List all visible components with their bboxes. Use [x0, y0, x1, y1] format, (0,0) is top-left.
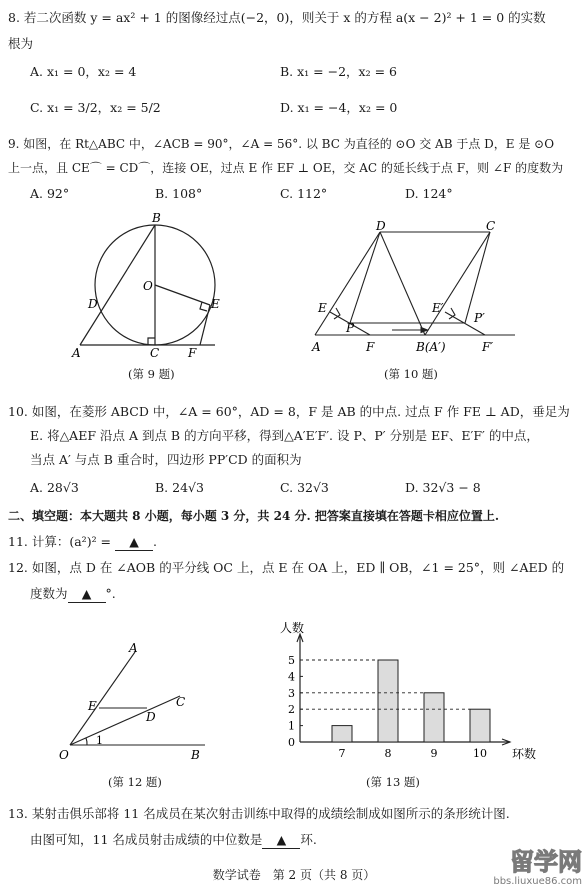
- label-f: F: [188, 346, 197, 360]
- q10-option-b: B. 24√3: [155, 480, 204, 495]
- q13-blank: ▲: [262, 832, 300, 849]
- label-e: E: [211, 297, 220, 311]
- label-e: E: [318, 301, 327, 315]
- bar-10: [470, 709, 490, 742]
- section-heading: 二、填空题：本大题共 8 小题，每小题 3 分，共 24 分. 把答案直接填在答题卡相应位置上.: [8, 509, 500, 523]
- label-d: D: [376, 219, 386, 233]
- x-tick-label: 9: [430, 747, 438, 760]
- q10-option-d: D. 32√3 − 8: [405, 480, 481, 495]
- q8-stem-line1: 8. 若二次函数 y = ax² + 1 的图像经过点(−2，0)，则关于 x 的方程 a(x − 2)² + 1 = 0 的实数: [8, 10, 546, 25]
- page-footer: 数学试卷 第 2 页（共 8 页）: [212, 868, 376, 882]
- q12-stem-line2: [30, 586, 116, 603]
- x-axis-label: 环数: [512, 747, 537, 761]
- q9-option-a: A. 92°: [30, 186, 70, 201]
- label-o: O: [59, 748, 69, 762]
- label-f: F: [366, 340, 375, 354]
- q10-option-c: C. 32√3: [280, 480, 329, 495]
- label-c: C: [176, 695, 186, 709]
- label-d: D: [88, 297, 98, 311]
- label-o: O: [143, 279, 153, 293]
- figure-13-chart: [270, 610, 537, 770]
- label-angle-1: 1: [96, 734, 103, 747]
- y-tick-label: 5: [288, 654, 295, 667]
- q12-suffix: °.: [105, 586, 116, 601]
- label-e-prime: E′: [432, 301, 444, 315]
- q8-option-a: A. x₁ = 0，x₂ = 4: [30, 64, 137, 79]
- q13-suffix: 环.: [300, 832, 317, 847]
- q11-prefix: 11. 计算：(a²)² =: [8, 534, 116, 549]
- x-tick-label: 8: [384, 747, 392, 760]
- label-b-a-prime: B(A′): [416, 340, 446, 354]
- q10-stem-line3: 当点 A′ 与点 B 重合时，四边形 PP′CD 的面积为: [30, 452, 302, 467]
- q8-option-c: C. x₁ = 3/2，x₂ = 5/2: [30, 100, 161, 115]
- label-a: A: [129, 641, 138, 655]
- label-b: B: [152, 211, 161, 225]
- q12-prefix: 度数为: [30, 586, 68, 601]
- q9-option-d: D. 124°: [405, 186, 453, 201]
- label-b: B: [191, 748, 200, 762]
- label-d: D: [146, 710, 156, 724]
- figure-10-caption: (第 10 题): [384, 367, 438, 381]
- label-p: P: [346, 321, 355, 335]
- watermark-title: 留学网: [510, 848, 582, 876]
- q13-stem-line1: 13. 某射击俱乐部将 11 名成员在某次射击训练中取得的成绩绘制成如图所示的条形统计图.: [8, 806, 510, 821]
- bar-7: [332, 726, 352, 742]
- q10-stem-line2: E. 将△AEF 沿点 A 到点 B 的方向平移，得到△A′E′F′. 设 P、P′ 分别是 EF、E′F′ 的中点，: [30, 428, 539, 443]
- q10-stem-line1: 10. 如图，在菱形 ABCD 中，∠A = 60°，AD = 8，F 是 AB 的中点. 过点 F 作 FE ⊥ AD，垂足为: [8, 404, 570, 419]
- figure-12: [55, 640, 215, 765]
- watermark-url: bbs.liuxue86.com: [493, 876, 582, 887]
- bar-9: [424, 693, 444, 742]
- x-tick-label: 10: [473, 747, 487, 760]
- label-c: C: [150, 346, 160, 360]
- x-tick-label: 7: [338, 747, 346, 760]
- label-p-prime: P′: [474, 311, 485, 325]
- figure-12-caption: (第 12 题): [108, 775, 162, 789]
- bar-8: [378, 660, 398, 742]
- q8-option-d: D. x₁ = −4，x₂ = 0: [280, 100, 398, 115]
- y-tick-label: 4: [288, 670, 295, 684]
- y-tick-label: 0: [288, 736, 295, 749]
- q13-stem-line2: [30, 832, 317, 849]
- q11: [8, 534, 157, 551]
- q12-blank: ▲: [68, 586, 106, 603]
- label-f-prime: F′: [482, 340, 494, 354]
- y-axis-label: 人数: [280, 621, 305, 635]
- label-a: A: [312, 340, 321, 354]
- label-a: A: [72, 346, 81, 360]
- y-tick-label: 3: [288, 686, 295, 700]
- q8-stem-line2: 根为: [8, 36, 34, 51]
- figure-13-caption: (第 13 题): [366, 775, 420, 789]
- watermark-logo: [452, 848, 582, 892]
- label-e: E: [88, 699, 97, 713]
- q11-blank: ▲: [115, 534, 153, 551]
- figure-9-caption: (第 9 题): [128, 367, 175, 381]
- q10-option-a: A. 28√3: [30, 480, 79, 495]
- y-tick-label: 2: [288, 703, 295, 717]
- q12-stem-line1: 12. 如图，点 D 在 ∠AOB 的平分线 OC 上，点 E 在 OA 上，ED ∥ OB，∠1 = 25°，则 ∠AED 的: [8, 560, 565, 575]
- q11-suffix: .: [153, 534, 157, 549]
- q9-option-b: B. 108°: [155, 186, 203, 201]
- q13-prefix: 由图可知，11 名成员射击成绩的中位数是: [30, 832, 263, 847]
- figure-9: [60, 210, 240, 360]
- figure-10: [310, 220, 520, 360]
- y-tick-label: 1: [288, 719, 295, 733]
- q9-option-c: C. 112°: [280, 186, 328, 201]
- label-c: C: [486, 219, 496, 233]
- q9-stem-line2: 上一点，且 CE⌒ = CD⌒，连接 OE，过点 E 作 EF ⊥ OE，交 AC 的延长线于点 F，则 ∠F 的度数为: [8, 161, 564, 175]
- q8-option-b: B. x₁ = −2，x₂ = 6: [280, 64, 397, 79]
- q9-stem-line1: 9. 如图，在 Rt△ABC 中，∠ACB = 90°，∠A = 56°. 以 BC 为直径的 ⊙O 交 AB 于点 D，E 是 ⊙O: [8, 137, 555, 151]
